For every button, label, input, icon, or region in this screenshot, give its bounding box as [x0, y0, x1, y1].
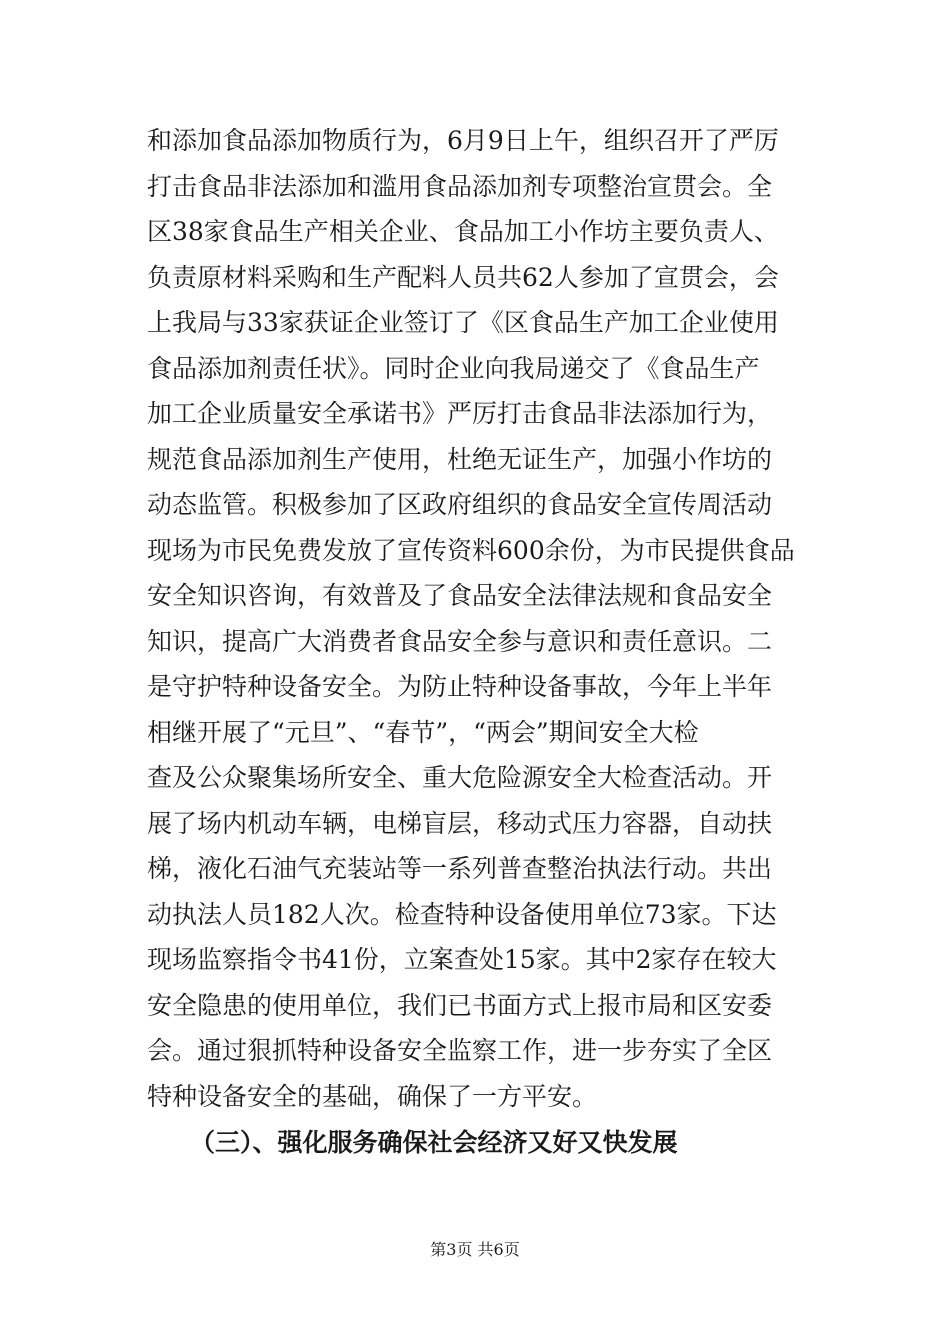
text-line: 区38家食品生产相关企业、食品加工小作坊主要负责人、: [147, 217, 779, 246]
text-line: 现场为市民免费发放了宣传资料600余份，为市民提供食品: [147, 535, 795, 565]
text-line: 动态监管。积极参加了区政府组织的食品安全宣传周活动: [147, 490, 773, 519]
text-line: 打击食品非法添加和滥用食品添加剂专项整治宣贯会。全: [147, 171, 773, 201]
text-line: 负责原材料采购和生产配料人员共62人参加了宣贯会，会: [147, 262, 779, 292]
text-line: 现场监察指令书41份，立案查处15家。其中2家存在较大: [147, 945, 777, 974]
section-heading: （三）、强化服务确保社会经济又好又快发展: [190, 1128, 678, 1157]
text-line: 动执法人员182人次。检查特种设备使用单位73家。下达: [147, 899, 777, 929]
text-line: 安全知识咨询，有效普及了食品安全法律法规和食品安全: [147, 581, 773, 610]
text-line: 相继开展了“元旦”、“春节”，“两会”期间安全大检: [147, 717, 699, 747]
page-number-footer: 第3页 共6页: [430, 1240, 520, 1259]
text-line: 加工企业质量安全承诺书》严厉打击食品非法添加行为，: [147, 399, 773, 428]
text-line: 查及公众聚集场所安全、重大危险源安全大检查活动。开: [147, 763, 773, 792]
text-line: 上我局与33家获证企业签订了《区食品生产加工企业使用: [147, 308, 779, 337]
text-line: 展了场内机动车辆，电梯盲层，移动式压力容器，自动扶: [147, 808, 773, 838]
text-line: 知识，提高广大消费者食品安全参与意识和责任意识。二: [147, 626, 773, 656]
text-line: 和添加食品添加物质行为，6月9日上午，组织召开了严厉: [147, 126, 779, 155]
text-line: 梯，液化石油气充装站等一系列普查整治执法行动。共出: [147, 854, 773, 883]
text-line: 食品添加剂责任状》。同时企业向我局递交了《食品生产: [147, 353, 760, 383]
text-line: 会。通过狠抓特种设备安全监察工作，进一步夯实了全区: [147, 1036, 773, 1065]
text-line: 规范食品添加剂生产使用，杜绝无证生产，加强小作坊的: [147, 444, 773, 474]
body-paragraph: [147, 118, 807, 1119]
text-line: 特种设备安全的基础，确保了一方平安。: [147, 1081, 598, 1111]
text-line: 安全隐患的使用单位，我们已书面方式上报市局和区安委: [147, 990, 773, 1020]
text-line: 是守护特种设备安全。为防止特种设备事故，今年上半年: [147, 672, 773, 701]
